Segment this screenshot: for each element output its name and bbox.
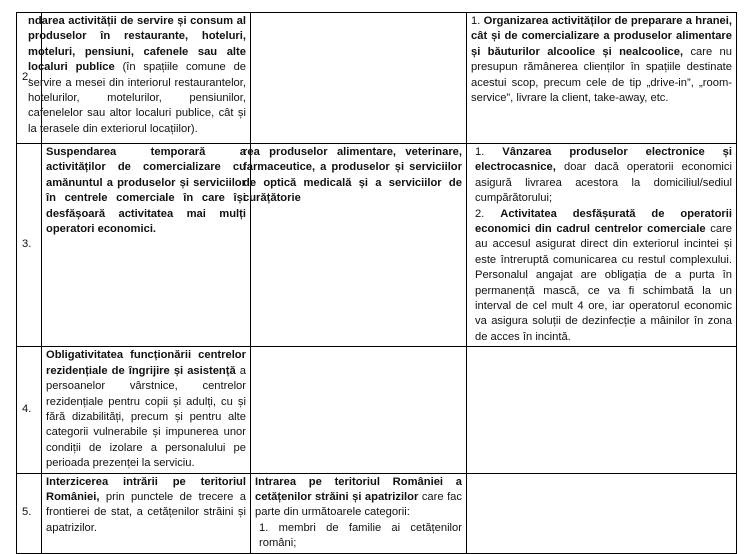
- exception-text: [243, 145, 462, 207]
- exception-item-normal: doar dacă operatorii economici asigură livrarea acestora la domiciliul/sediul cumpărătorului;: [475, 161, 732, 205]
- exceptions-cell-col2: [251, 13, 467, 144]
- measure-cell: [42, 473, 251, 553]
- exception-item-1: 1. membri de familie ai cetățenilor români;: [259, 521, 462, 550]
- exceptions-cell-col2: [243, 144, 467, 347]
- table-row: [17, 13, 737, 144]
- measure-bold-text: Obligativitatea funcționării centrelor rezidențiale de îngrijire și asistență: [46, 349, 246, 377]
- measure-normal-text: a persoanelor vârstnice, centrelor rezidențiale pentru copii și adulți, cu și fără dizabilități, precum și pentru alte categorii vulnerabile și impunerea unor condiții de izolare a personalului pe perioada prezenței la serviciu.: [46, 364, 246, 470]
- measure-cell: [28, 13, 251, 144]
- measure-cell: [42, 347, 251, 473]
- measure-bold-text: Suspendarea temporară a activităților de comercializare cu amănuntul a produselor și serviciilor în centrele comerciale în care își desfășoară activitatea mai mulți operatori economici.: [46, 146, 246, 236]
- measure-bold-text: ndarea activității de servire și consum al produselor în restaurante, hoteluri, moteluri, pensiuni, cafenele sau alte localuri publice: [28, 15, 246, 74]
- exceptions-cell-col3: [467, 13, 737, 144]
- exceptions-cell-col3: [467, 473, 737, 553]
- measure-normal-text: (în spațiile comune de servire a mesei din interiorul restaurantelor, hotelurilor, motelurilor, pensiunilor, cafenelelor sau altor localuri publice, cât și la terasele din exteriorul locațiilor).: [28, 61, 247, 135]
- measure-cell: [42, 144, 251, 347]
- exception-item-bold: Vânzarea produselor electronice și electrocasnice,: [475, 146, 732, 174]
- row-number: 5.: [17, 473, 42, 553]
- exception-item-prefix: 2.: [475, 207, 501, 220]
- exception-normal-text: care fac parte din următoarele categorii:: [255, 490, 462, 519]
- exception-item-normal: care nu presupun rămânerea clienților în spațiile destinate acestui scop, precum cele de tip „drive-in”, „room-service”, livrare la client, take-away, etc.: [471, 45, 732, 105]
- exception-bold-text: rea produselor alimentare, veterinare, farmaceutice, a produselor și serviciilor de optică medicală și a serviciilor de curățătorie: [243, 146, 462, 205]
- exceptions-cell-col2: [251, 347, 467, 473]
- exception-item-2: [471, 207, 732, 346]
- table-row: [17, 347, 737, 473]
- row-number: 4.: [17, 347, 42, 473]
- measure-normal-text: prin punctele de trecere a frontierei de stat, a cetățenilor străini și apatrizilor.: [46, 490, 246, 534]
- exception-item-bold: Activitatea desfășurată de operatorii economici din cadrul centrelor comerciale: [475, 207, 732, 236]
- exception-item-normal: care au accesul asigurat direct din exteriorul incintei și este întreruptă comunicarea cu restul complexului. Personalul angajat are obligația de a purta în permanență mască, ce va fi schimbată la un interval de cel mult 4 ore, iar operatorul economic va asigura soluții de dezinfecție a mâinilor în zona de acces în incintă.: [475, 223, 732, 343]
- exception-item-prefix: 1.: [475, 146, 503, 158]
- exceptions-cell-col3: [467, 347, 737, 473]
- measure-text: [28, 14, 246, 137]
- row-number: 3.: [17, 144, 42, 347]
- document-page: [16, 12, 736, 554]
- exception-bold-text: Intrarea pe teritoriul României a cetățenilor străini și apatrizilor: [255, 475, 462, 503]
- exception-item-1: [471, 145, 732, 207]
- measures-table: [16, 12, 737, 554]
- exceptions-cell-col2: [251, 473, 467, 553]
- table-row: [17, 144, 737, 347]
- exception-item-bold: Organizarea activităților de preparare a hranei, cât și de comercializare a produselor alimentare și băuturilor alcoolice și nealcoolice,: [471, 15, 732, 58]
- row-number: 2.: [17, 13, 42, 144]
- measure-bold-text: Interzicerea intrării pe teritoriul României,: [46, 475, 246, 503]
- exception-item-prefix: 1.: [471, 15, 484, 27]
- exceptions-cell-col3: [467, 144, 737, 347]
- table-row: [17, 473, 737, 553]
